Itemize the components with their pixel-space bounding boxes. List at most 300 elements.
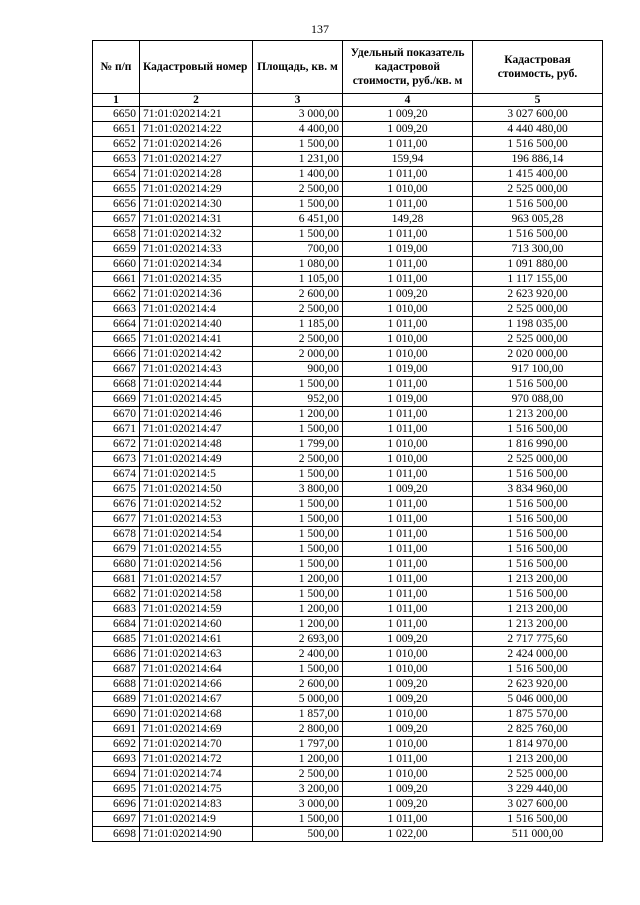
cadastral-value-cell: 1 415 400,00 bbox=[473, 167, 603, 182]
row-number-cell: 6675 bbox=[93, 482, 140, 497]
row-number-cell: 6652 bbox=[93, 137, 140, 152]
row-number-cell: 6681 bbox=[93, 572, 140, 587]
area-cell: 1 200,00 bbox=[253, 752, 343, 767]
cadastral-value-cell: 1 117 155,00 bbox=[473, 272, 603, 287]
cadastral-number-cell: 71:01:020214:75 bbox=[140, 782, 253, 797]
table-row bbox=[93, 587, 603, 602]
specific-value-cell: 1 011,00 bbox=[343, 227, 473, 242]
cadastral-value-cell: 1 213 200,00 bbox=[473, 572, 603, 587]
row-number-cell: 6659 bbox=[93, 242, 140, 257]
row-number-cell: 6662 bbox=[93, 287, 140, 302]
cadastral-value-cell: 1 516 500,00 bbox=[473, 422, 603, 437]
specific-value-cell: 1 010,00 bbox=[343, 647, 473, 662]
header-row-number: № п/п bbox=[93, 41, 140, 94]
specific-value-cell: 1 011,00 bbox=[343, 167, 473, 182]
row-number-cell: 6694 bbox=[93, 767, 140, 782]
specific-value-cell: 1 011,00 bbox=[343, 407, 473, 422]
specific-value-cell: 1 011,00 bbox=[343, 467, 473, 482]
table-row bbox=[93, 287, 603, 302]
cadastral-number-cell: 71:01:020214:72 bbox=[140, 752, 253, 767]
cadastral-value-cell: 1 516 500,00 bbox=[473, 542, 603, 557]
row-number-cell: 6680 bbox=[93, 557, 140, 572]
cadastral-value-cell: 2 623 920,00 bbox=[473, 287, 603, 302]
row-number-cell: 6679 bbox=[93, 542, 140, 557]
cadastral-value-cell: 1 516 500,00 bbox=[473, 527, 603, 542]
cadastral-number-cell: 71:01:020214:35 bbox=[140, 272, 253, 287]
table-row bbox=[93, 812, 603, 827]
table-row bbox=[93, 827, 603, 842]
cadastral-number-cell: 71:01:020214:36 bbox=[140, 287, 253, 302]
area-cell: 1 500,00 bbox=[253, 812, 343, 827]
cadastral-value-cell: 1 516 500,00 bbox=[473, 137, 603, 152]
cadastral-value-cell: 713 300,00 bbox=[473, 242, 603, 257]
column-number-row bbox=[93, 94, 603, 107]
row-number-cell: 6678 bbox=[93, 527, 140, 542]
row-number-cell: 6663 bbox=[93, 302, 140, 317]
area-cell: 1 185,00 bbox=[253, 317, 343, 332]
specific-value-cell: 1 019,00 bbox=[343, 242, 473, 257]
cadastral-number-cell: 71:01:020214:60 bbox=[140, 617, 253, 632]
cadastral-number-cell: 71:01:020214:83 bbox=[140, 797, 253, 812]
area-cell: 1 500,00 bbox=[253, 422, 343, 437]
cadastral-number-cell: 71:01:020214:29 bbox=[140, 182, 253, 197]
cadastral-value-cell: 511 000,00 bbox=[473, 827, 603, 842]
cadastral-number-cell: 71:01:020214:67 bbox=[140, 692, 253, 707]
cadastral-number-cell: 71:01:020214:58 bbox=[140, 587, 253, 602]
area-cell: 2 400,00 bbox=[253, 647, 343, 662]
row-number-cell: 6660 bbox=[93, 257, 140, 272]
row-number-cell: 6695 bbox=[93, 782, 140, 797]
cadastral-number-cell: 71:01:020214:31 bbox=[140, 212, 253, 227]
cadastral-value-cell: 1 516 500,00 bbox=[473, 557, 603, 572]
row-number-cell: 6656 bbox=[93, 197, 140, 212]
area-cell: 3 000,00 bbox=[253, 107, 343, 122]
table-row bbox=[93, 677, 603, 692]
cadastral-value-cell: 3 027 600,00 bbox=[473, 797, 603, 812]
table-row bbox=[93, 272, 603, 287]
cadastral-value-cell: 2 623 920,00 bbox=[473, 677, 603, 692]
cadastral-number-cell: 71:01:020214:22 bbox=[140, 122, 253, 137]
cadastral-number-cell: 71:01:020214:32 bbox=[140, 227, 253, 242]
specific-value-cell: 1 011,00 bbox=[343, 557, 473, 572]
area-cell: 2 500,00 bbox=[253, 767, 343, 782]
cadastral-number-cell: 71:01:020214:49 bbox=[140, 452, 253, 467]
cadastral-number-cell: 71:01:020214:43 bbox=[140, 362, 253, 377]
row-number-cell: 6687 bbox=[93, 662, 140, 677]
cadastral-value-cell: 1 091 880,00 bbox=[473, 257, 603, 272]
cadastral-value-cell: 1 516 500,00 bbox=[473, 197, 603, 212]
specific-value-cell: 1 010,00 bbox=[343, 347, 473, 362]
row-number-cell: 6664 bbox=[93, 317, 140, 332]
column-number: 5 bbox=[473, 94, 603, 107]
specific-value-cell: 1 009,20 bbox=[343, 797, 473, 812]
cadastral-number-cell: 71:01:020214:42 bbox=[140, 347, 253, 362]
row-number-cell: 6685 bbox=[93, 632, 140, 647]
area-cell: 2 800,00 bbox=[253, 722, 343, 737]
cadastral-number-cell: 71:01:020214:28 bbox=[140, 167, 253, 182]
cadastral-value-cell: 1 814 970,00 bbox=[473, 737, 603, 752]
specific-value-cell: 1 019,00 bbox=[343, 362, 473, 377]
cadastral-number-cell: 71:01:020214:64 bbox=[140, 662, 253, 677]
specific-value-cell: 1 009,20 bbox=[343, 677, 473, 692]
specific-value-cell: 1 011,00 bbox=[343, 377, 473, 392]
table-row bbox=[93, 767, 603, 782]
cadastral-number-cell: 71:01:020214:48 bbox=[140, 437, 253, 452]
row-number-cell: 6651 bbox=[93, 122, 140, 137]
table-row bbox=[93, 797, 603, 812]
table-body bbox=[93, 107, 603, 842]
table-row bbox=[93, 227, 603, 242]
specific-value-cell: 1 009,20 bbox=[343, 287, 473, 302]
cadastral-number-cell: 71:01:020214:66 bbox=[140, 677, 253, 692]
cadastral-value-cell: 1 213 200,00 bbox=[473, 407, 603, 422]
table-row bbox=[93, 257, 603, 272]
table-row bbox=[93, 782, 603, 797]
cadastral-value-cell: 1 213 200,00 bbox=[473, 617, 603, 632]
row-number-cell: 6686 bbox=[93, 647, 140, 662]
row-number-cell: 6683 bbox=[93, 602, 140, 617]
specific-value-cell: 1 011,00 bbox=[343, 272, 473, 287]
area-cell: 2 600,00 bbox=[253, 677, 343, 692]
cadastral-value-cell: 2 020 000,00 bbox=[473, 347, 603, 362]
specific-value-cell: 1 009,20 bbox=[343, 632, 473, 647]
specific-value-cell: 1 011,00 bbox=[343, 512, 473, 527]
area-cell: 1 200,00 bbox=[253, 617, 343, 632]
cadastral-number-cell: 71:01:020214:9 bbox=[140, 812, 253, 827]
column-number: 3 bbox=[253, 94, 343, 107]
cadastral-value-cell: 1 516 500,00 bbox=[473, 467, 603, 482]
header-cadastral-number: Кадастровый номер bbox=[140, 41, 253, 94]
cadastral-number-cell: 71:01:020214:54 bbox=[140, 527, 253, 542]
cadastral-value-cell: 2 525 000,00 bbox=[473, 767, 603, 782]
column-number: 4 bbox=[343, 94, 473, 107]
specific-value-cell: 1 009,20 bbox=[343, 122, 473, 137]
cadastral-number-cell: 71:01:020214:21 bbox=[140, 107, 253, 122]
row-number-cell: 6674 bbox=[93, 467, 140, 482]
row-number-cell: 6665 bbox=[93, 332, 140, 347]
table-row bbox=[93, 182, 603, 197]
table-row bbox=[93, 437, 603, 452]
table-row bbox=[93, 692, 603, 707]
cadastral-number-cell: 71:01:020214:5 bbox=[140, 467, 253, 482]
area-cell: 3 800,00 bbox=[253, 482, 343, 497]
cadastral-value-cell: 1 516 500,00 bbox=[473, 812, 603, 827]
table-row bbox=[93, 632, 603, 647]
table-row bbox=[93, 512, 603, 527]
cadastral-number-cell: 71:01:020214:33 bbox=[140, 242, 253, 257]
cadastral-number-cell: 71:01:020214:27 bbox=[140, 152, 253, 167]
row-number-cell: 6657 bbox=[93, 212, 140, 227]
table-row bbox=[93, 242, 603, 257]
cadastral-value-cell: 1 516 500,00 bbox=[473, 377, 603, 392]
specific-value-cell: 1 011,00 bbox=[343, 317, 473, 332]
specific-value-cell: 149,28 bbox=[343, 212, 473, 227]
page-number: 137 bbox=[311, 22, 329, 36]
cadastral-value-cell: 1 816 990,00 bbox=[473, 437, 603, 452]
specific-value-cell: 1 009,20 bbox=[343, 722, 473, 737]
area-cell: 2 500,00 bbox=[253, 182, 343, 197]
cadastral-value-cell: 2 525 000,00 bbox=[473, 302, 603, 317]
specific-value-cell: 1 011,00 bbox=[343, 137, 473, 152]
area-cell: 5 000,00 bbox=[253, 692, 343, 707]
table-row bbox=[93, 362, 603, 377]
specific-value-cell: 1 011,00 bbox=[343, 812, 473, 827]
table-row bbox=[93, 377, 603, 392]
specific-value-cell: 1 010,00 bbox=[343, 737, 473, 752]
area-cell: 1 500,00 bbox=[253, 467, 343, 482]
row-number-cell: 6692 bbox=[93, 737, 140, 752]
table-row bbox=[93, 107, 603, 122]
area-cell: 1 500,00 bbox=[253, 377, 343, 392]
row-number-cell: 6658 bbox=[93, 227, 140, 242]
cadastral-number-cell: 71:01:020214:40 bbox=[140, 317, 253, 332]
specific-value-cell: 1 009,20 bbox=[343, 692, 473, 707]
cadastral-value-cell: 2 525 000,00 bbox=[473, 182, 603, 197]
area-cell: 1 231,00 bbox=[253, 152, 343, 167]
table-row bbox=[93, 467, 603, 482]
cadastral-number-cell: 71:01:020214:30 bbox=[140, 197, 253, 212]
specific-value-cell: 1 010,00 bbox=[343, 332, 473, 347]
specific-value-cell: 1 011,00 bbox=[343, 617, 473, 632]
table-row bbox=[93, 317, 603, 332]
specific-value-cell: 1 011,00 bbox=[343, 602, 473, 617]
cadastral-value-cell: 970 088,00 bbox=[473, 392, 603, 407]
cadastral-number-cell: 71:01:020214:44 bbox=[140, 377, 253, 392]
cadastral-value-cell: 1 213 200,00 bbox=[473, 752, 603, 767]
specific-value-cell: 1 010,00 bbox=[343, 182, 473, 197]
cadastral-value-cell: 1 516 500,00 bbox=[473, 512, 603, 527]
area-cell: 1 500,00 bbox=[253, 662, 343, 677]
table-row bbox=[93, 167, 603, 182]
row-number-cell: 6684 bbox=[93, 617, 140, 632]
table-row bbox=[93, 152, 603, 167]
cadastral-value-cell: 5 046 000,00 bbox=[473, 692, 603, 707]
specific-value-cell: 1 010,00 bbox=[343, 302, 473, 317]
table-row bbox=[93, 707, 603, 722]
table-row bbox=[93, 392, 603, 407]
cadastral-number-cell: 71:01:020214:45 bbox=[140, 392, 253, 407]
row-number-cell: 6661 bbox=[93, 272, 140, 287]
cadastral-number-cell: 71:01:020214:55 bbox=[140, 542, 253, 557]
row-number-cell: 6688 bbox=[93, 677, 140, 692]
table-row bbox=[93, 482, 603, 497]
cadastral-value-cell: 1 516 500,00 bbox=[473, 587, 603, 602]
cadastral-number-cell: 71:01:020214:47 bbox=[140, 422, 253, 437]
row-number-cell: 6696 bbox=[93, 797, 140, 812]
area-cell: 6 451,00 bbox=[253, 212, 343, 227]
table-row bbox=[93, 347, 603, 362]
specific-value-cell: 1 011,00 bbox=[343, 497, 473, 512]
cadastral-value-cell: 963 005,28 bbox=[473, 212, 603, 227]
cadastral-value-cell: 3 834 960,00 bbox=[473, 482, 603, 497]
cadastral-number-cell: 71:01:020214:63 bbox=[140, 647, 253, 662]
column-number: 2 bbox=[140, 94, 253, 107]
row-number-cell: 6677 bbox=[93, 512, 140, 527]
cadastral-number-cell: 71:01:020214:56 bbox=[140, 557, 253, 572]
row-number-cell: 6667 bbox=[93, 362, 140, 377]
cadastral-number-cell: 71:01:020214:74 bbox=[140, 767, 253, 782]
specific-value-cell: 1 011,00 bbox=[343, 752, 473, 767]
area-cell: 1 105,00 bbox=[253, 272, 343, 287]
area-cell: 1 500,00 bbox=[253, 512, 343, 527]
row-number-cell: 6676 bbox=[93, 497, 140, 512]
specific-value-cell: 1 010,00 bbox=[343, 437, 473, 452]
row-number-cell: 6671 bbox=[93, 422, 140, 437]
table-row bbox=[93, 137, 603, 152]
area-cell: 900,00 bbox=[253, 362, 343, 377]
cadastral-number-cell: 71:01:020214:70 bbox=[140, 737, 253, 752]
row-number-cell: 6673 bbox=[93, 452, 140, 467]
specific-value-cell: 1 011,00 bbox=[343, 422, 473, 437]
area-cell: 1 500,00 bbox=[253, 197, 343, 212]
row-number-cell: 6672 bbox=[93, 437, 140, 452]
cadastral-value-cell: 2 424 000,00 bbox=[473, 647, 603, 662]
area-cell: 1 200,00 bbox=[253, 572, 343, 587]
specific-value-cell: 1 011,00 bbox=[343, 527, 473, 542]
specific-value-cell: 159,94 bbox=[343, 152, 473, 167]
row-number-cell: 6670 bbox=[93, 407, 140, 422]
area-cell: 1 200,00 bbox=[253, 602, 343, 617]
row-number-cell: 6653 bbox=[93, 152, 140, 167]
cadastral-value-cell: 1 516 500,00 bbox=[473, 662, 603, 677]
row-number-cell: 6650 bbox=[93, 107, 140, 122]
cadastral-value-cell: 2 717 775,60 bbox=[473, 632, 603, 647]
area-cell: 4 400,00 bbox=[253, 122, 343, 137]
specific-value-cell: 1 011,00 bbox=[343, 257, 473, 272]
table-row bbox=[93, 542, 603, 557]
cadastral-number-cell: 71:01:020214:26 bbox=[140, 137, 253, 152]
area-cell: 2 500,00 bbox=[253, 332, 343, 347]
header-area: Площадь, кв. м bbox=[253, 41, 343, 94]
table-row bbox=[93, 497, 603, 512]
table-row bbox=[93, 572, 603, 587]
area-cell: 1 797,00 bbox=[253, 737, 343, 752]
area-cell: 700,00 bbox=[253, 242, 343, 257]
cadastral-number-cell: 71:01:020214:46 bbox=[140, 407, 253, 422]
row-number-cell: 6682 bbox=[93, 587, 140, 602]
row-number-cell: 6690 bbox=[93, 707, 140, 722]
table-row bbox=[93, 332, 603, 347]
cadastral-value-cell: 4 440 480,00 bbox=[473, 122, 603, 137]
cadastral-value-cell: 1 198 035,00 bbox=[473, 317, 603, 332]
row-number-cell: 6697 bbox=[93, 812, 140, 827]
row-number-cell: 6655 bbox=[93, 182, 140, 197]
cadastral-number-cell: 71:01:020214:53 bbox=[140, 512, 253, 527]
table-row bbox=[93, 617, 603, 632]
area-cell: 1 080,00 bbox=[253, 257, 343, 272]
area-cell: 1 500,00 bbox=[253, 542, 343, 557]
table-row bbox=[93, 647, 603, 662]
table-header-row bbox=[93, 41, 603, 94]
table-row bbox=[93, 122, 603, 137]
cadastral-number-cell: 71:01:020214:68 bbox=[140, 707, 253, 722]
specific-value-cell: 1 010,00 bbox=[343, 452, 473, 467]
cadastral-number-cell: 71:01:020214:41 bbox=[140, 332, 253, 347]
table-row bbox=[93, 212, 603, 227]
area-cell: 500,00 bbox=[253, 827, 343, 842]
area-cell: 952,00 bbox=[253, 392, 343, 407]
cadastral-value-cell: 1 213 200,00 bbox=[473, 602, 603, 617]
table-row bbox=[93, 422, 603, 437]
area-cell: 2 500,00 bbox=[253, 452, 343, 467]
cadastral-number-cell: 71:01:020214:61 bbox=[140, 632, 253, 647]
area-cell: 1 500,00 bbox=[253, 587, 343, 602]
row-number-cell: 6666 bbox=[93, 347, 140, 362]
cadastral-value-cell: 3 027 600,00 bbox=[473, 107, 603, 122]
header-specific-value: Удельный показатель кадастровой стоимости, руб./кв. м bbox=[343, 41, 473, 94]
specific-value-cell: 1 019,00 bbox=[343, 392, 473, 407]
row-number-cell: 6691 bbox=[93, 722, 140, 737]
table-row bbox=[93, 722, 603, 737]
area-cell: 1 857,00 bbox=[253, 707, 343, 722]
area-cell: 1 400,00 bbox=[253, 167, 343, 182]
cadastral-value-table bbox=[92, 40, 603, 842]
area-cell: 1 799,00 bbox=[253, 437, 343, 452]
row-number-cell: 6668 bbox=[93, 377, 140, 392]
specific-value-cell: 1 010,00 bbox=[343, 707, 473, 722]
table-row bbox=[93, 452, 603, 467]
specific-value-cell: 1 011,00 bbox=[343, 572, 473, 587]
table-row bbox=[93, 407, 603, 422]
cadastral-number-cell: 71:01:020214:57 bbox=[140, 572, 253, 587]
table-row bbox=[93, 302, 603, 317]
cadastral-value-cell: 2 825 760,00 bbox=[473, 722, 603, 737]
table-row bbox=[93, 752, 603, 767]
area-cell: 1 500,00 bbox=[253, 527, 343, 542]
area-cell: 1 500,00 bbox=[253, 137, 343, 152]
area-cell: 3 000,00 bbox=[253, 797, 343, 812]
cadastral-number-cell: 71:01:020214:52 bbox=[140, 497, 253, 512]
area-cell: 1 200,00 bbox=[253, 407, 343, 422]
area-cell: 1 500,00 bbox=[253, 557, 343, 572]
area-cell: 2 500,00 bbox=[253, 302, 343, 317]
cadastral-value-cell: 917 100,00 bbox=[473, 362, 603, 377]
cadastral-number-cell: 71:01:020214:34 bbox=[140, 257, 253, 272]
row-number-cell: 6654 bbox=[93, 167, 140, 182]
cadastral-value-cell: 196 886,14 bbox=[473, 152, 603, 167]
area-cell: 2 000,00 bbox=[253, 347, 343, 362]
cadastral-value-cell: 1 516 500,00 bbox=[473, 227, 603, 242]
table-row bbox=[93, 602, 603, 617]
cadastral-number-cell: 71:01:020214:50 bbox=[140, 482, 253, 497]
row-number-cell: 6689 bbox=[93, 692, 140, 707]
cadastral-value-cell: 3 229 440,00 bbox=[473, 782, 603, 797]
area-cell: 2 600,00 bbox=[253, 287, 343, 302]
table-row bbox=[93, 662, 603, 677]
row-number-cell: 6698 bbox=[93, 827, 140, 842]
specific-value-cell: 1 009,20 bbox=[343, 107, 473, 122]
specific-value-cell: 1 010,00 bbox=[343, 767, 473, 782]
table-row bbox=[93, 197, 603, 212]
area-cell: 1 500,00 bbox=[253, 227, 343, 242]
cadastral-number-cell: 71:01:020214:90 bbox=[140, 827, 253, 842]
specific-value-cell: 1 009,20 bbox=[343, 782, 473, 797]
area-cell: 2 693,00 bbox=[253, 632, 343, 647]
column-number: 1 bbox=[93, 94, 140, 107]
specific-value-cell: 1 022,00 bbox=[343, 827, 473, 842]
specific-value-cell: 1 011,00 bbox=[343, 542, 473, 557]
cadastral-value-cell: 2 525 000,00 bbox=[473, 332, 603, 347]
area-cell: 1 500,00 bbox=[253, 497, 343, 512]
cadastral-number-cell: 71:01:020214:59 bbox=[140, 602, 253, 617]
cadastral-number-cell: 71:01:020214:4 bbox=[140, 302, 253, 317]
cadastral-value-cell: 2 525 000,00 bbox=[473, 452, 603, 467]
specific-value-cell: 1 009,20 bbox=[343, 482, 473, 497]
specific-value-cell: 1 011,00 bbox=[343, 587, 473, 602]
cadastral-number-cell: 71:01:020214:69 bbox=[140, 722, 253, 737]
row-number-cell: 6669 bbox=[93, 392, 140, 407]
area-cell: 3 200,00 bbox=[253, 782, 343, 797]
